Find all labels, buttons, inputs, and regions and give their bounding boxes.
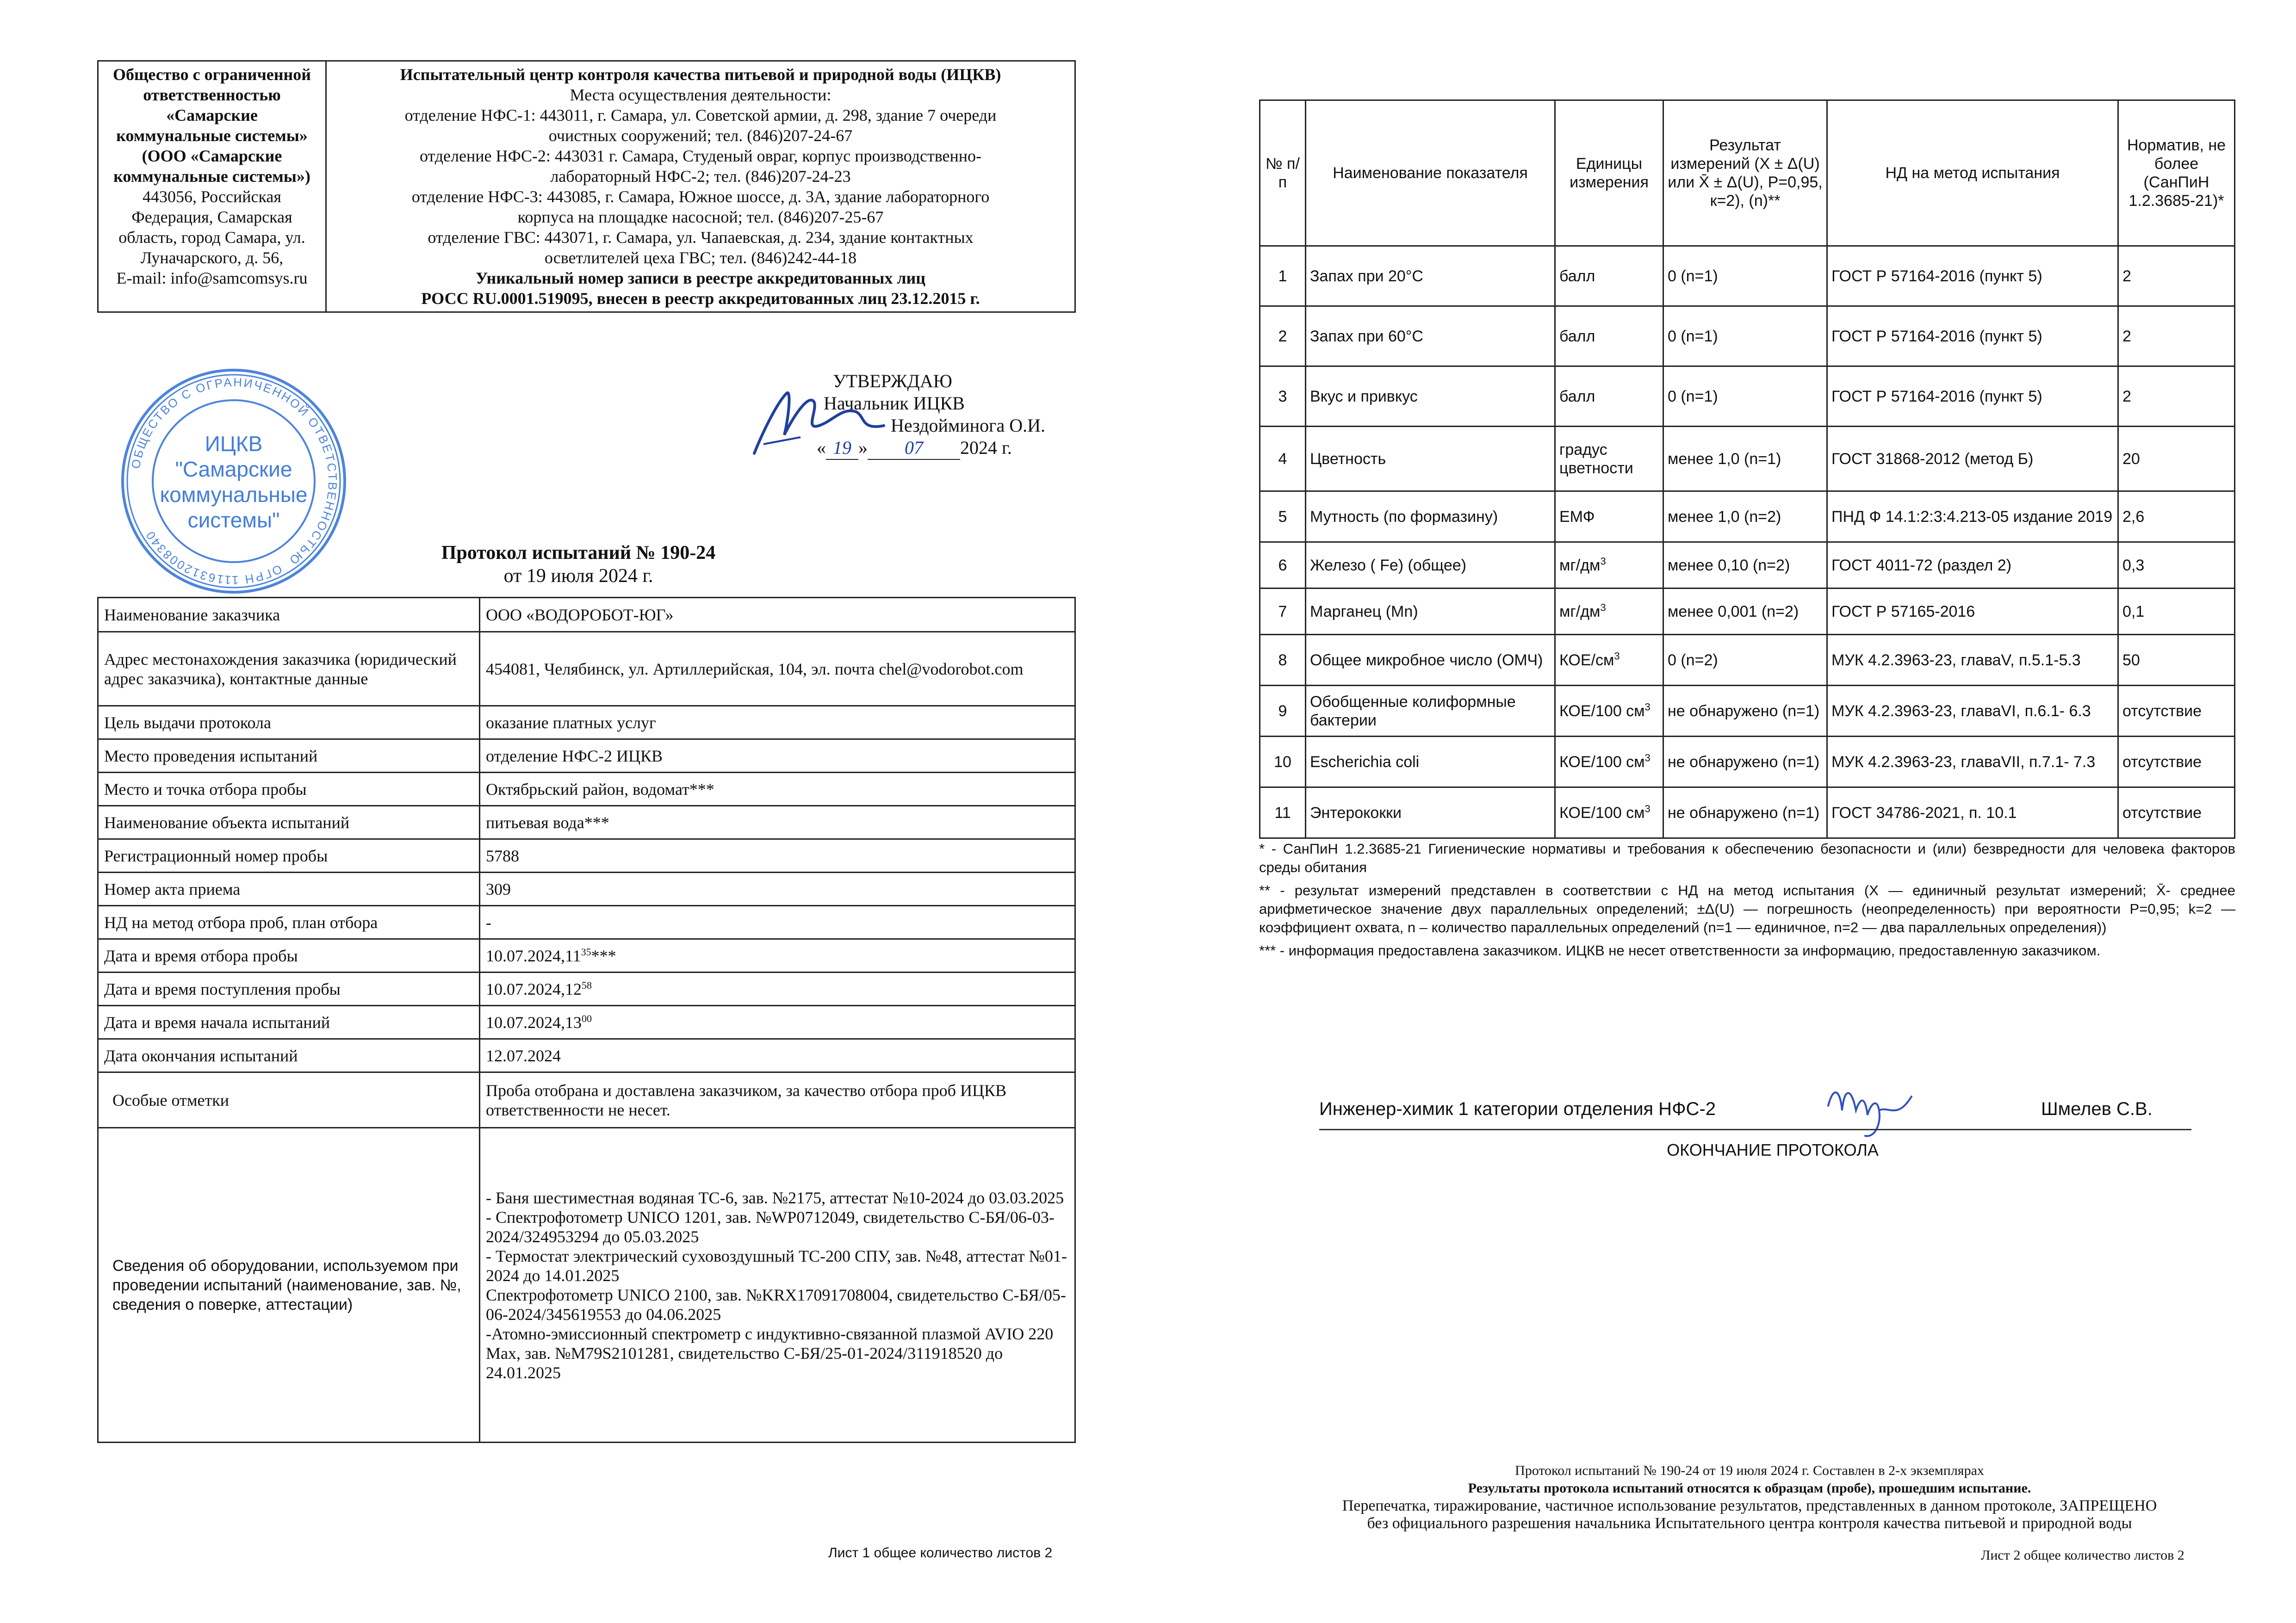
result-unit	[1555, 542, 1663, 588]
results-row	[1260, 787, 2235, 838]
info-row	[98, 706, 1075, 739]
result-norm: отсутствие	[2118, 737, 2235, 787]
purpose-label: Цель выдачи протокола	[98, 706, 480, 739]
protocol-date: от 19 июля 2024 г.	[503, 565, 653, 587]
receipt-datetime-label: Дата и время поступления пробы	[98, 973, 480, 1006]
acceptance-act-label: Номер акта приема	[98, 873, 480, 906]
equipment-item: - Спектрофотометр UNICO 1201, зав. №WP0712049, свидетельство С-БЯ/06-03-2024/324953294 до 05.03.2025	[486, 1208, 1055, 1246]
sample-info-table	[97, 597, 1076, 1443]
result-indicator: Запах при 60°С	[1306, 306, 1555, 366]
col-header-unit: Единицы измерения	[1555, 100, 1663, 246]
sampling-datetime-label: Дата и время отбора пробы	[98, 939, 480, 973]
result-method: ГОСТ Р 57165-2016	[1827, 588, 2118, 635]
results-table	[1259, 99, 2235, 839]
end-date-label: Дата окончания испытаний	[98, 1039, 480, 1072]
result-unit	[1555, 588, 1663, 635]
info-row	[98, 806, 1075, 839]
results-row	[1260, 542, 2235, 588]
result-indicator: Энтерококки	[1306, 787, 1555, 838]
page-1-number: Лист 1 общее количество листов 2	[828, 1545, 1053, 1561]
result-method: МУК 4.2.3963-23, главаVI, п.6.1- 6.3	[1827, 686, 2118, 737]
result-method: ГОСТ 4011-72 (раздел 2)	[1827, 542, 2118, 588]
unit-text: мг/дм	[1559, 602, 1601, 620]
approval-block	[796, 370, 1097, 460]
result-number: 6	[1260, 542, 1306, 588]
branch-line: осветлителей цеха ГВС; тел. (846)242-44-18	[544, 248, 857, 267]
result-norm: отсутствие	[2118, 787, 2235, 838]
special-notes-label: Особые отметки	[98, 1072, 480, 1128]
info-row	[98, 739, 1075, 773]
unit-text: КОЕ/см	[1559, 651, 1614, 669]
col-header-method: НД на метод испытания	[1827, 100, 2118, 246]
results-row	[1260, 491, 2235, 542]
result-value: менее 0,001 (n=2)	[1663, 588, 1827, 635]
branch-line: лабораторный НФС-2; тел. (846)207-24-23	[550, 167, 851, 186]
org-address-line: Луначарского, д. 56,	[140, 248, 284, 267]
org-name-line: Общество с ограниченной	[112, 65, 311, 84]
result-number: 9	[1260, 686, 1306, 737]
unit-text: КОЕ/100 см	[1559, 702, 1645, 720]
sampling-datetime-value	[480, 939, 1075, 973]
result-number: 3	[1260, 366, 1306, 427]
customer-label: Наименование заказчика	[98, 598, 480, 632]
info-row	[98, 1006, 1075, 1039]
result-indicator: Escherichia coli	[1306, 737, 1555, 787]
approval-month: 07	[868, 437, 960, 460]
result-method: ГОСТ 31868-2012 (метод Б)	[1827, 427, 2118, 491]
unit-text: мг/дм	[1559, 556, 1601, 574]
branch-line: отделение НФС-3: 443085, г. Самара, Южное шоссе, д. 3А, здание лабораторного	[411, 187, 990, 206]
result-number: 5	[1260, 491, 1306, 542]
registration-number-value: 5788	[480, 839, 1075, 873]
approval-day: 19	[826, 437, 858, 460]
organization-name	[103, 64, 321, 186]
equipment-item: Спектрофотометр UNICO 2100, зав. №KRX17091708004, свидетельство С-БЯ/05-06-2024/345619553 до 04.06.2025	[486, 1285, 1066, 1324]
acceptance-act-value: 309	[480, 873, 1075, 906]
sampling-method-label: НД на метод отбора проб, план отбора	[98, 906, 480, 939]
result-norm: 0,1	[2118, 588, 2235, 635]
footnote-3: *** - информация предоставлена заказчиком. ИЦКВ не несет ответственности за информацию, предоставленную заказчиком.	[1259, 942, 2101, 959]
result-norm: 20	[2118, 427, 2235, 491]
equipment-label: Сведения об оборудовании, используемом при проведении испытаний (наименование, зав. №, сведения о поверке, аттестации)	[98, 1128, 480, 1443]
result-indicator: Общее микробное число (ОМЧ)	[1306, 635, 1555, 686]
org-name-line: «Самарские	[166, 106, 258, 124]
result-norm: 2	[2118, 306, 2235, 366]
equipment-value	[480, 1128, 1075, 1443]
engineer-name: Шмелев С.В.	[2041, 1099, 2153, 1119]
branch-line: отделение НФС-2: 443031 г. Самара, Студеный овраг, корпус производственно-	[419, 147, 982, 165]
result-value: 0 (n=1)	[1663, 246, 1827, 306]
result-norm: 50	[2118, 635, 2235, 686]
page-footer	[1241, 1462, 2259, 1532]
result-norm: отсутствие	[2118, 686, 2235, 737]
info-row	[98, 632, 1075, 706]
result-value: не обнаружено (n=1)	[1663, 737, 1827, 787]
registry-line: РОСС RU.0001.519095, внесен в реестр аккредитованных лиц 23.12.2015 г.	[421, 289, 980, 308]
col-header-indicator: Наименование показателя	[1306, 100, 1555, 246]
branch-line: очистных сооружений; тел. (846)207-24-67	[548, 126, 853, 145]
col-header-norm: Норматив, не более (СанПиН 1.2.3685-21)*	[2118, 100, 2235, 246]
sampling-note-mark: ***	[591, 946, 616, 965]
stamp-center-line: коммунальные	[160, 483, 308, 507]
organization-info-cell	[98, 61, 326, 312]
result-value: не обнаружено (n=1)	[1663, 787, 1827, 838]
result-method: МУК 4.2.3963-23, главаV, п.5.1-5.3	[1827, 635, 2118, 686]
results-header-row	[1260, 100, 2235, 246]
page-2-number: Лист 2 общее количество листов 2	[1981, 1548, 2184, 1563]
unit-text: балл	[1559, 387, 1595, 405]
org-name-line: коммунальные системы»)	[113, 167, 310, 186]
results-row	[1260, 366, 2235, 427]
unit-text: ЕМФ	[1559, 508, 1595, 526]
equipment-item: -Атомно-эмиссионный спектрометр с индуктивно-связанной плазмой AVIO 220 Max, зав. №M79S2101281, свидетельство С-БЯ/25-01-2024/311918520 до 24.01.2025	[486, 1324, 1054, 1382]
start-minutes: 00	[582, 1012, 592, 1024]
result-value: 0 (n=2)	[1663, 635, 1827, 686]
result-norm: 0,3	[2118, 542, 2235, 588]
result-value: 0 (n=1)	[1663, 366, 1827, 427]
start-date: 10.07.2024,13	[486, 1013, 582, 1032]
result-value: менее 1,0 (n=2)	[1663, 491, 1827, 542]
org-name-line: коммунальные системы»	[116, 126, 308, 145]
result-number: 1	[1260, 246, 1306, 306]
stamp-center-line: ИЦКВ	[205, 432, 263, 456]
result-unit	[1555, 686, 1663, 737]
address-value: 454081, Челябинск, ул. Артиллерийская, 104, эл. почта chel@vodorobot.com	[480, 632, 1075, 706]
purpose-value: оказание платных услуг	[480, 706, 1075, 739]
results-row	[1260, 686, 2235, 737]
result-unit	[1555, 366, 1663, 427]
result-indicator: Запах при 20°С	[1306, 246, 1555, 306]
result-method: ГОСТ 34786-2021, п. 10.1	[1827, 787, 2118, 838]
result-norm: 2	[2118, 366, 2235, 427]
info-row	[98, 773, 1075, 806]
test-center-title: Испытательный центр контроля качества питьевой и природной воды (ИЦКВ)	[400, 65, 1001, 84]
stamp-ring-text: ОБЩЕСТВО С ОГРАНИЧЕННОЙ ОТВЕТСТВЕННОСТЬЮ	[128, 375, 340, 568]
protocol-title: Протокол испытаний № 190-24	[441, 542, 716, 564]
unit-exponent: 3	[1614, 650, 1620, 662]
result-unit	[1555, 787, 1663, 838]
result-indicator: Обобщенные колиформные бактерии	[1306, 686, 1555, 737]
branch-line: отделение НФС-1: 443011, г. Самара, ул. Советской армии, д. 298, здание 7 очереди	[404, 106, 997, 124]
approval-date	[796, 437, 1097, 460]
stamp-ogrn-text: ОГРН 1116312008340	[143, 527, 285, 588]
results-row	[1260, 737, 2235, 787]
results-row	[1260, 588, 2235, 635]
start-datetime-label: Дата и время начала испытаний	[98, 1006, 480, 1039]
result-indicator: Марганец (Mn)	[1306, 588, 1555, 635]
approval-year: 2024 г.	[960, 437, 1012, 458]
info-row	[98, 906, 1075, 939]
receipt-date: 10.07.2024,12	[486, 979, 582, 998]
approver-name: Нездойминога О.И.	[891, 415, 1046, 436]
info-row	[98, 839, 1075, 873]
test-object-value: питьевая вода***	[480, 806, 1075, 839]
unit-text: балл	[1559, 327, 1595, 345]
info-row	[98, 873, 1075, 906]
org-name-line: ответственностью	[143, 86, 281, 104]
sampling-minutes: 35	[581, 946, 591, 958]
result-number: 8	[1260, 635, 1306, 686]
test-center-info-cell	[326, 61, 1075, 312]
result-value: 0 (n=1)	[1663, 306, 1827, 366]
unit-exponent: 3	[1600, 555, 1606, 567]
result-unit	[1555, 427, 1663, 491]
signature-divider	[1319, 1129, 2191, 1130]
start-datetime-value	[480, 1006, 1075, 1039]
sampling-method-value: -	[480, 906, 1075, 939]
stamp-center-line: "Самарские	[175, 457, 292, 481]
equipment-item: - Термостат электрический суховоздушный ТС-200 СПУ, зав. №48, аттестат №01-2024 до 14.01.2025	[486, 1246, 1067, 1285]
organization-header-table	[97, 60, 1076, 313]
approver-position: Начальник ИЦКВ	[824, 393, 965, 414]
unit-text: балл	[1559, 267, 1595, 285]
sheet-2	[1148, 0, 2296, 1623]
footer-line-4: без официального разрешения начальника Испытательного центра контроля качества питьевой и природной воды	[1367, 1515, 2132, 1532]
protocol-title-block	[324, 541, 833, 588]
engineer-signature	[1819, 1078, 1921, 1143]
date-quote-open: «	[817, 437, 826, 458]
org-address-line: Федерация, Самарская	[131, 208, 292, 226]
branch-line: корпуса на площадке насосной; тел. (846)207-25-67	[517, 208, 884, 226]
col-header-number: № п/п	[1260, 100, 1306, 246]
unit-exponent: 3	[1644, 701, 1651, 713]
test-place-label: Место проведения испытаний	[98, 739, 480, 773]
results-row	[1260, 427, 2235, 491]
info-row	[98, 1072, 1075, 1128]
result-number: 11	[1260, 787, 1306, 838]
registry-line: Уникальный номер записи в реестре аккредитованных лиц	[475, 269, 926, 287]
result-indicator: Цветность	[1306, 427, 1555, 491]
result-indicator: Железо ( Fe) (общее)	[1306, 542, 1555, 588]
org-email-line: E-mail: info@samcomsys.ru	[116, 269, 308, 287]
approve-label: УТВЕРЖДАЮ	[833, 371, 952, 391]
col-header-result: Результат измерений (X ± Δ(U) или X̄ ± Δ(U), P=0,95, к=2), (n)**	[1663, 100, 1827, 246]
footnote-2: ** - результат измерений представлен в соответствии с НД на метод испытания (X — единичный результат измерений; X̄- среднее арифметическое значение двух параллельных определений; ±Δ(U) — погрешность (неопределенность) при вероятности P=0,95; k=2 — коэффициент охвата, n – количество параллельных определений (n=1 — единичное, n=2 — два параллельных определения))	[1259, 882, 2235, 935]
result-method: ГОСТ Р 57164-2016 (пункт 5)	[1827, 306, 2118, 366]
org-address-line: 443056, Российская	[143, 187, 281, 206]
result-value: не обнаружено (n=1)	[1663, 686, 1827, 737]
info-row	[98, 598, 1075, 632]
sample-point-label: Место и точка отбора пробы	[98, 773, 480, 806]
footnote-1: * - СанПиН 1.2.3685-21 Гигиенические нормативы и требования к обеспечению безопасности и (или) безвредности для человека факторов среды обитания	[1259, 841, 2235, 875]
result-number: 7	[1260, 588, 1306, 635]
places-label: Места осуществления деятельности:	[570, 86, 832, 104]
sampling-date: 10.07.2024,11	[486, 946, 581, 965]
org-address-line: область, город Самара, ул.	[118, 228, 305, 247]
org-name-line: (ООО «Самарские	[142, 147, 282, 165]
result-norm: 2,6	[2118, 491, 2235, 542]
unit-exponent: 3	[1644, 752, 1651, 764]
unit-exponent: 3	[1644, 803, 1651, 815]
organization-address	[103, 186, 321, 288]
result-number: 2	[1260, 306, 1306, 366]
sample-point-value: Октябрьский район, водомат***	[480, 773, 1075, 806]
footnotes	[1259, 840, 2235, 965]
result-indicator: Вкус и привкус	[1306, 366, 1555, 427]
result-norm: 2	[2118, 246, 2235, 306]
result-indicator: Мутность (по формазину)	[1306, 491, 1555, 542]
result-unit	[1555, 306, 1663, 366]
result-unit	[1555, 737, 1663, 787]
date-quote-close: »	[858, 437, 868, 458]
result-method: ГОСТ Р 57164-2016 (пункт 5)	[1827, 366, 2118, 427]
result-value: менее 0,10 (n=2)	[1663, 542, 1827, 588]
footer-line-3: Перепечатка, тиражирование, частичное использование результатов, представленных в данном протоколе, ЗАПРЕЩЕНО	[1342, 1497, 2157, 1514]
result-number: 4	[1260, 427, 1306, 491]
results-row	[1260, 246, 2235, 306]
equipment-item: - Баня шестиместная водяная ТС-6, зав. №2175, аттестат №10-2024 до 03.03.2025	[486, 1188, 1064, 1207]
info-row	[98, 1128, 1075, 1443]
branch-line: отделение ГВС: 443071, г. Самара, ул. Чапаевская, д. 234, здание контактных	[428, 228, 974, 247]
info-row	[98, 939, 1075, 973]
address-label: Адрес местонахождения заказчика (юридический адрес заказчика), контактные данные	[98, 632, 480, 706]
unit-text: градус цветности	[1559, 440, 1633, 477]
protocol-end-label: ОКОНЧАНИЕ ПРОТОКОЛА	[1667, 1140, 1879, 1159]
unit-exponent: 3	[1600, 601, 1606, 613]
info-row	[98, 1039, 1075, 1072]
footer-line-1: Протокол испытаний № 190-24 от 19 июля 2024 г. Составлен в 2-х экземплярах	[1515, 1463, 1984, 1478]
stamp-center-line: системы"	[187, 508, 280, 532]
end-date-value: 12.07.2024	[480, 1039, 1075, 1072]
engineer-position: Инженер-химик 1 категории отделения НФС-2	[1319, 1099, 1716, 1119]
customer-value: ООО «ВОДОРОБОТ-ЮГ»	[480, 598, 1075, 632]
result-unit	[1555, 246, 1663, 306]
result-number: 10	[1260, 737, 1306, 787]
result-method: МУК 4.2.3963-23, главаVII, п.7.1- 7.3	[1827, 737, 2118, 787]
receipt-minutes: 58	[582, 979, 592, 991]
result-method: ПНД Ф 14.1:2:3:4.213-05 издание 2019	[1827, 491, 2118, 542]
result-unit	[1555, 635, 1663, 686]
test-place-value: отделение НФС-2 ИЦКВ	[480, 739, 1075, 773]
special-notes-value: Проба отобрана и доставлена заказчиком, за качество отбора проб ИЦКВ ответственности не несет.	[480, 1072, 1075, 1128]
footer-line-2: Результаты протокола испытаний относятся к образцам (пробе), прошедшим испытание.	[1468, 1481, 2031, 1496]
result-value: менее 1,0 (n=1)	[1663, 427, 1827, 491]
results-row	[1260, 306, 2235, 366]
organization-stamp	[118, 365, 349, 597]
registration-number-label: Регистрационный номер пробы	[98, 839, 480, 873]
test-object-label: Наименование объекта испытаний	[98, 806, 480, 839]
results-row	[1260, 635, 2235, 686]
result-method: ГОСТ Р 57164-2016 (пункт 5)	[1827, 246, 2118, 306]
receipt-datetime-value	[480, 973, 1075, 1006]
unit-text: КОЕ/100 см	[1559, 753, 1645, 771]
info-row	[98, 973, 1075, 1006]
unit-text: КОЕ/100 см	[1559, 804, 1645, 822]
result-unit	[1555, 491, 1663, 542]
